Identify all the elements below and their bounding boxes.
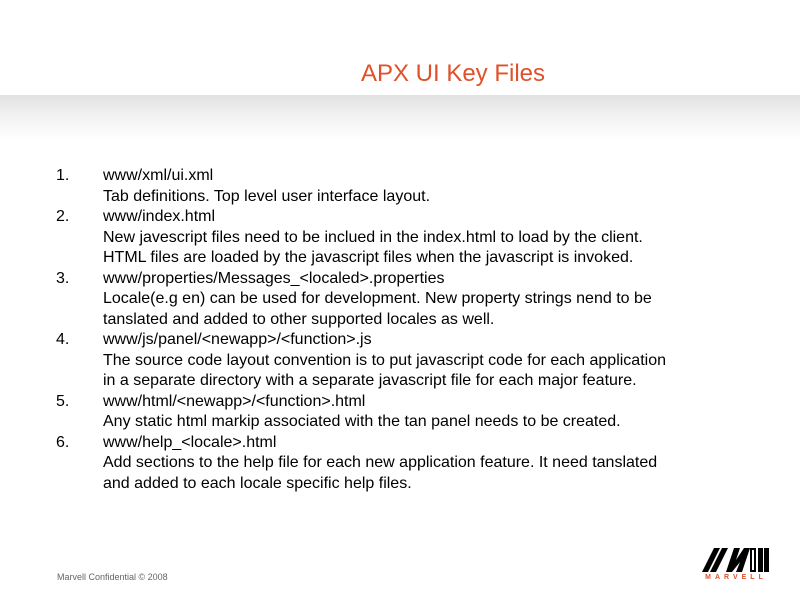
item-description: Add sections to the help file for each new application feature. It need tanslated and added to each locale specific help files. — [103, 454, 658, 492]
item-file-path: www/xml/ui.xml — [103, 167, 214, 184]
item-description: Locale(e.g en) can be used for development. New property strings nend to be tanslated and added to other supported locales as well. — [103, 290, 652, 328]
item-number: 2. — [56, 208, 70, 225]
list-item — [56, 330, 776, 392]
list-item — [56, 166, 776, 207]
item-description: Tab definitions. Top level user interface layout. — [103, 187, 431, 205]
item-description: New javescript files need to be inclued in the index.html to load by the client. HTML files are loaded by the javascript files when the javascript is invoked. — [103, 228, 643, 266]
marvell-wordmark: MARVELL — [705, 574, 767, 581]
item-number: 3. — [56, 269, 70, 287]
item-number: 4. — [56, 331, 70, 348]
list-item — [56, 269, 776, 331]
list-item — [56, 433, 776, 495]
item-file-path: www/js/panel/<newapp>/<function>.js — [103, 331, 372, 348]
item-file-path: www/html/<newapp>/<function>.html — [103, 392, 366, 410]
header-band — [0, 95, 800, 140]
list-item — [56, 392, 776, 433]
marvell-logo-mark-icon — [700, 546, 772, 574]
item-file-path: www/index.html — [103, 208, 216, 225]
slide-title: APX UI Key Files — [360, 60, 546, 87]
key-files-list — [56, 166, 776, 494]
item-number: 6. — [56, 433, 70, 451]
marvell-logo — [700, 546, 772, 586]
item-file-path: www/help_<locale>.html — [103, 433, 277, 451]
confidential-footer: Marvell Confidential © 2008 — [57, 572, 168, 582]
item-file-path: www/properties/Messages_<localed>.properties — [103, 269, 445, 287]
item-description: The source code layout convention is to put javascript code for each application in a separate directory with a separate javascript file for each major feature. — [103, 351, 666, 389]
list-item — [56, 207, 776, 269]
item-number: 1. — [56, 167, 70, 184]
item-description: Any static html markip associated with the tan panel needs to be created. — [103, 413, 621, 430]
item-number: 5. — [56, 392, 70, 410]
